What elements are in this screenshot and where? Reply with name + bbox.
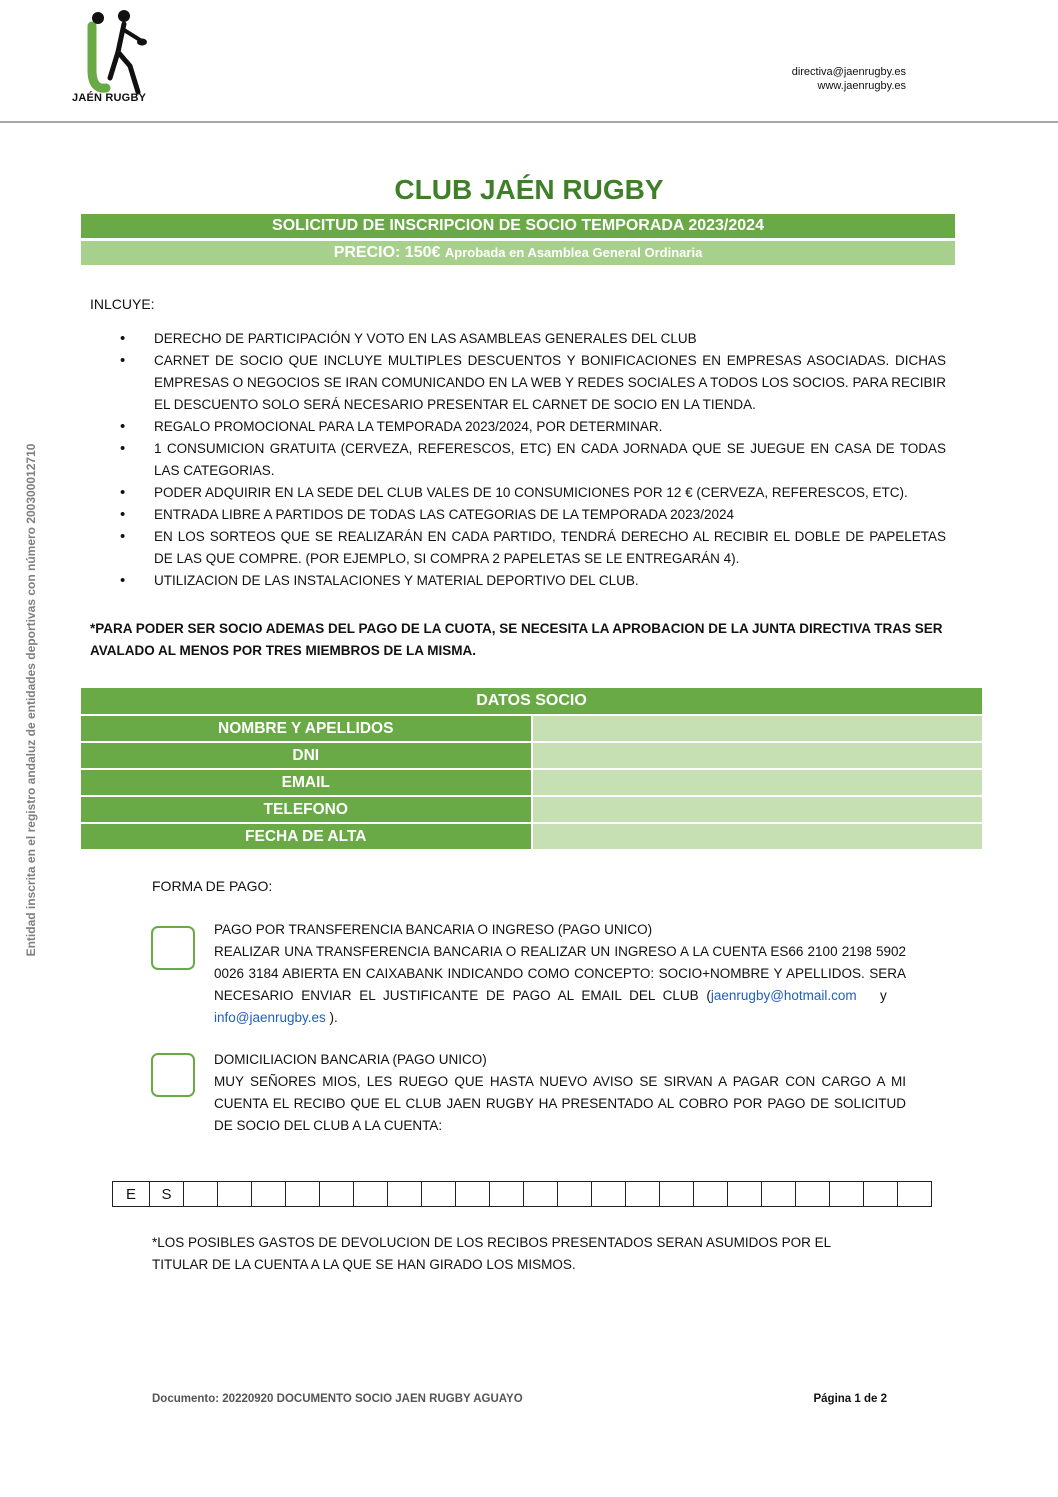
page-number: Página 1 de 2 [813, 1393, 887, 1405]
iban-cell[interactable] [456, 1182, 490, 1207]
form-subtitle-band: SOLICITUD DE INSCRIPCION DE SOCIO TEMPORADA 2023/2024 [81, 214, 955, 238]
iban-cell[interactable] [864, 1182, 898, 1207]
document-reference: Documento: 20220920 DOCUMENTO SOCIO JAEN RUGBY AGUAYO [152, 1393, 523, 1405]
contact-web: www.jaenrugby.es [817, 80, 906, 92]
phone-field[interactable] [532, 796, 983, 823]
registry-side-note: Entidad inscrita en el registro andaluz de entidades deportivas con número 200300012710 [24, 443, 38, 957]
list-item: • REGALO PROMOCIONAL PARA LA TEMPORADA 2023/2024, POR DETERMINAR. [120, 416, 946, 438]
iban-cell[interactable] [796, 1182, 830, 1207]
iban-cell[interactable] [660, 1182, 694, 1207]
transfer-payment-body: REALIZAR UNA TRANSFERENCIA BANCARIA O REALIZAR UN INGRESO A LA CUENTA ES66 2100 2198 5902 0026 3184 ABIERTA EN CAIXABANK INDICANDO COMO CONCEPTO: SOCIO+NOMBRE Y APELLIDOS. SERA NECESARIO ENVIAR EL JUSTIFICANTE DE PAGO AL EMAIL DEL CLUB [214, 944, 906, 1003]
field-label-dni: DNI [81, 742, 532, 769]
list-item: • PODER ADQUIRIR EN LA SEDE DEL CLUB VALES DE 10 CONSUMICIONES POR 12 € (CERVEZA, REFERESCOS, ETC). [120, 482, 946, 504]
price-note: Aprobada en Asamblea General Ordinaria [444, 245, 703, 260]
member-data-table [81, 688, 982, 849]
list-item: • EN LOS SORTEOS QUE SE REALIZARÁN EN CADA PARTIDO, TENDRÁ DERECHO AL RECIBIR EL DOBLE DE PAPELETAS DE LAS QUE COMPRE. (POR EJEMPLO, SI COMPRA 2 PAPELETAS SE LE ENTREGARÁN 4). [120, 526, 946, 570]
list-item: • ENTRADA LIBRE A PARTIDOS DE TODAS LAS CATEGORIAS DE LA TEMPORADA 2023/2024 [120, 504, 946, 526]
iban-cell[interactable]: S [150, 1182, 184, 1207]
field-label-signup-date: FECHA DE ALTA [81, 823, 532, 849]
signup-date-field[interactable] [532, 823, 983, 849]
direct-debit-text [214, 1049, 906, 1137]
close-paren: ). [329, 1010, 338, 1025]
price-band [81, 241, 955, 265]
return-fees-footnote: *LOS POSIBLES GASTOS DE DEVOLUCION DE LOS RECIBOS PRESENTADOS SERAN ASUMIDOS POR EL TITULAR DE LA CUENTA A LA QUE SE HAN GIRADO LOS MISMOS. [152, 1235, 831, 1272]
direct-debit-body: MUY SEÑORES MIOS, LES RUEGO QUE HASTA NUEVO AVISO SE SIRVAN A PAGAR CON CARGO A MI CUENTA EL RECIBO QUE EL CLUB JAEN RUGBY HA PRESENTADO AL COBRO POR PAGO DE SOLICITUD DE SOCIO DEL CLUB A LA CUENTA: [214, 1074, 906, 1133]
iban-cell[interactable] [354, 1182, 388, 1207]
iban-cell[interactable] [524, 1182, 558, 1207]
iban-cell[interactable] [286, 1182, 320, 1207]
field-label-email: EMAIL [81, 769, 532, 796]
dni-field[interactable] [532, 742, 983, 769]
list-item: • CARNET DE SOCIO QUE INCLUYE MULTIPLES DESCUENTOS Y BONIFICACIONES EN EMPRESAS ASOCIADAS. DICHAS EMPRESAS O NEGOCIOS SE IRAN COMUNICANDO EN LA WEB Y REDES SOCIALES A TODOS LOS SOCIOS. PARA RECIBIR EL DESCUENTO SOLO SERÁ NECESARIO PRESENTAR EL CARNET DE SOCIO EN LA TIENDA. [120, 350, 946, 416]
conjunction: y [879, 988, 887, 1003]
iban-cell[interactable] [694, 1182, 728, 1207]
list-item: • 1 CONSUMICION GRATUITA (CERVEZA, REFERESCOS, ETC) EN CADA JORNADA QUE SE JUEGUE EN CASA DE TODAS LAS CATEGORIAS. [120, 438, 946, 482]
member-data-heading: DATOS SOCIO [81, 688, 982, 715]
iban-cell[interactable] [592, 1182, 626, 1207]
transfer-payment-text [214, 919, 906, 1029]
transfer-payment-title: PAGO POR TRANSFERENCIA BANCARIA O INGRESO (PAGO UNICO) [214, 922, 653, 937]
payment-method-heading: FORMA DE PAGO: [152, 878, 273, 894]
name-field[interactable] [532, 715, 983, 742]
iban-cell[interactable] [830, 1182, 864, 1207]
iban-cell[interactable] [728, 1182, 762, 1207]
club-email-link-2[interactable]: info@jaenrugby.es [214, 1010, 326, 1025]
page-title: CLUB JAÉN RUGBY [394, 174, 664, 205]
field-label-phone: TELEFONO [81, 796, 532, 823]
iban-cell[interactable] [388, 1182, 422, 1207]
header-divider [0, 121, 1058, 123]
iban-cell[interactable]: E [113, 1182, 150, 1207]
iban-cell[interactable] [558, 1182, 592, 1207]
benefits-list [120, 328, 946, 592]
iban-cell[interactable] [252, 1182, 286, 1207]
direct-debit-checkbox[interactable] [151, 1053, 195, 1097]
list-item: • DERECHO DE PARTICIPACIÓN Y VOTO EN LAS ASAMBLEAS GENERALES DEL CLUB [120, 328, 946, 350]
club-email-link-1[interactable]: jaenrugby@hotmail.com [710, 988, 857, 1003]
iban-cell[interactable] [184, 1182, 218, 1207]
open-paren: ( [706, 988, 711, 1003]
transfer-payment-checkbox[interactable] [151, 926, 195, 970]
iban-cell[interactable] [762, 1182, 796, 1207]
membership-requirement-note: *PARA PODER SER SOCIO ADEMAS DEL PAGO DE LA CUOTA, SE NECESITA LA APROBACION DE LA JUNTA DIRECTIVA TRAS SER AVALADO AL MENOS POR TRES MIEMBROS DE LA MISMA. [90, 621, 943, 658]
iban-cell[interactable] [490, 1182, 524, 1207]
price-label: PRECIO: 150€ [333, 244, 441, 261]
iban-cell[interactable] [320, 1182, 354, 1207]
email-field[interactable] [532, 769, 983, 796]
direct-debit-title: DOMICILIACION BANCARIA (PAGO UNICO) [214, 1052, 487, 1067]
logo-text: JAÉN RUGBY [72, 92, 147, 104]
iban-cell[interactable] [218, 1182, 252, 1207]
list-item: • UTILIZACION DE LAS INSTALACIONES Y MATERIAL DEPORTIVO DEL CLUB. [120, 570, 946, 592]
includes-heading: INLCUYE: [90, 296, 155, 312]
iban-input-grid [112, 1181, 932, 1207]
iban-cell[interactable] [422, 1182, 456, 1207]
field-label-name: NOMBRE Y APELLIDOS [81, 715, 532, 742]
iban-cell[interactable] [898, 1182, 932, 1207]
contact-email: directiva@jaenrugby.es [791, 66, 906, 78]
iban-cell[interactable] [626, 1182, 660, 1207]
